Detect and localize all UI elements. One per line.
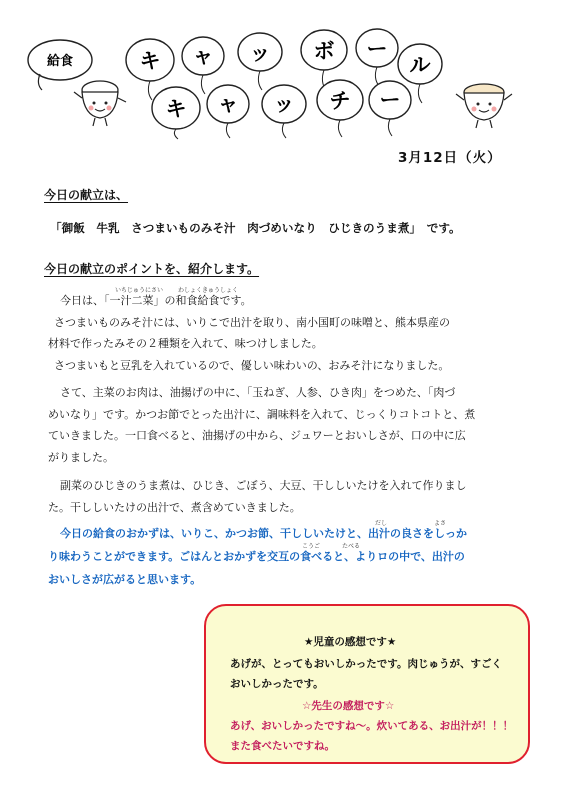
- paragraph-line: がりました。: [48, 450, 114, 464]
- header-illustration: [0, 0, 566, 140]
- children-title: ★児童の感想です★: [304, 636, 397, 648]
- balloon-char: チ: [329, 89, 351, 113]
- balloon-char: ー: [366, 37, 388, 61]
- menu-heading: 今日の献立は、: [44, 188, 129, 202]
- ruby-ichiju-sansai: いちじゅうにさい: [115, 287, 164, 294]
- kyushoku-balloon: [28, 40, 92, 90]
- paragraph-line: おいしさが広がると思います。: [48, 573, 202, 586]
- balloon-char: ル: [409, 53, 431, 77]
- ruby-taberu: たべる: [342, 543, 361, 550]
- ruby-yosa: よさ: [434, 520, 447, 527]
- balloon-char: ャ: [192, 44, 214, 68]
- paragraph-3: [48, 475, 518, 518]
- paragraph-line: さて、主菜のお肉は、油揚げの中に、「玉ねぎ、人参、ひき肉」をつめた、「肉づ: [60, 386, 456, 399]
- paragraph-line: さつまいものみそ汁には、いりこで出汁を取り、南小国町の味噌と、熊本県産の: [54, 315, 450, 329]
- balloon-row-bottom: [152, 80, 411, 139]
- paragraph-line: 材料で作ったみその２種類を入れて、味つけしました。: [48, 337, 323, 350]
- paragraph-line: さつまいもと豆乳を入れているので、優しい味わいの、おみそ汁になりました。: [54, 358, 450, 372]
- paragraph-2: [48, 382, 518, 468]
- paragraph-line: た。干ししいたけの出汁で、煮含めていきました。: [48, 500, 301, 514]
- rice-bowl-character-icon: [74, 81, 126, 126]
- balloon-char: ッ: [249, 41, 271, 65]
- teacher-line: あげ、おいしかったですね〜。炊いてある、お出汁が！！！: [230, 720, 514, 732]
- balloon-char: ー: [379, 88, 401, 112]
- balloon-char: キ: [165, 97, 187, 121]
- ruby-washoku: わしょくきゅうしょく: [178, 287, 239, 294]
- ruby-kougo: こうご: [302, 543, 321, 550]
- paragraph-line: 今日の給食のおかずは、いりこ、かつお節、干ししいたけと、出汁の良さをしっか: [60, 527, 467, 540]
- children-line: あげが、とってもおいしかったです。肉じゅうが、すごく: [230, 658, 502, 670]
- balloon-char: ャ: [217, 92, 239, 116]
- paragraph-line: 今日は、「一汁二菜」の和食給食です。: [60, 294, 252, 307]
- date: 3月12日（火）: [398, 150, 502, 166]
- paragraph-line: めいなり」です。かつお節でとった出汁に、調味料を入れて、じっくりコトコトと、煮: [48, 407, 476, 421]
- ruby-dashi: だし: [375, 520, 388, 527]
- paragraph-line: り味わうことができます。ごはんとおかずを交互の食べると、よりロの中で、出汁の: [48, 550, 465, 563]
- paragraph-1: [48, 290, 518, 376]
- paragraph-line: 副菜のひじきのうま煮は、ひじき、ごぼう、大豆、干ししいたけを入れて作りまし: [60, 479, 467, 492]
- impressions-box: [204, 604, 530, 764]
- paragraph-4: [48, 522, 518, 591]
- balloon-char: ッ: [273, 92, 295, 116]
- point-heading: 今日の献立のポイントを、紹介します。: [44, 262, 260, 276]
- kyushoku-text: 給食: [46, 54, 74, 69]
- teacher-line: また食べたいですね。: [230, 740, 335, 752]
- children-line: おいしかったです。: [230, 678, 324, 690]
- balloon-char: ボ: [313, 39, 335, 63]
- teacher-title: ☆先生の感想です☆: [302, 700, 395, 712]
- menu-line: 「御飯 牛乳 さつまいものみそ汁 肉づめいなり ひじきのうま煮」 です。: [50, 221, 461, 235]
- paragraph-line: ていきました。一口食べると、油揚げの中から、ジュワーとおいしさが、口の中に広: [48, 429, 466, 442]
- soup-bowl-character-icon: [456, 84, 512, 128]
- balloon-char: キ: [139, 49, 161, 73]
